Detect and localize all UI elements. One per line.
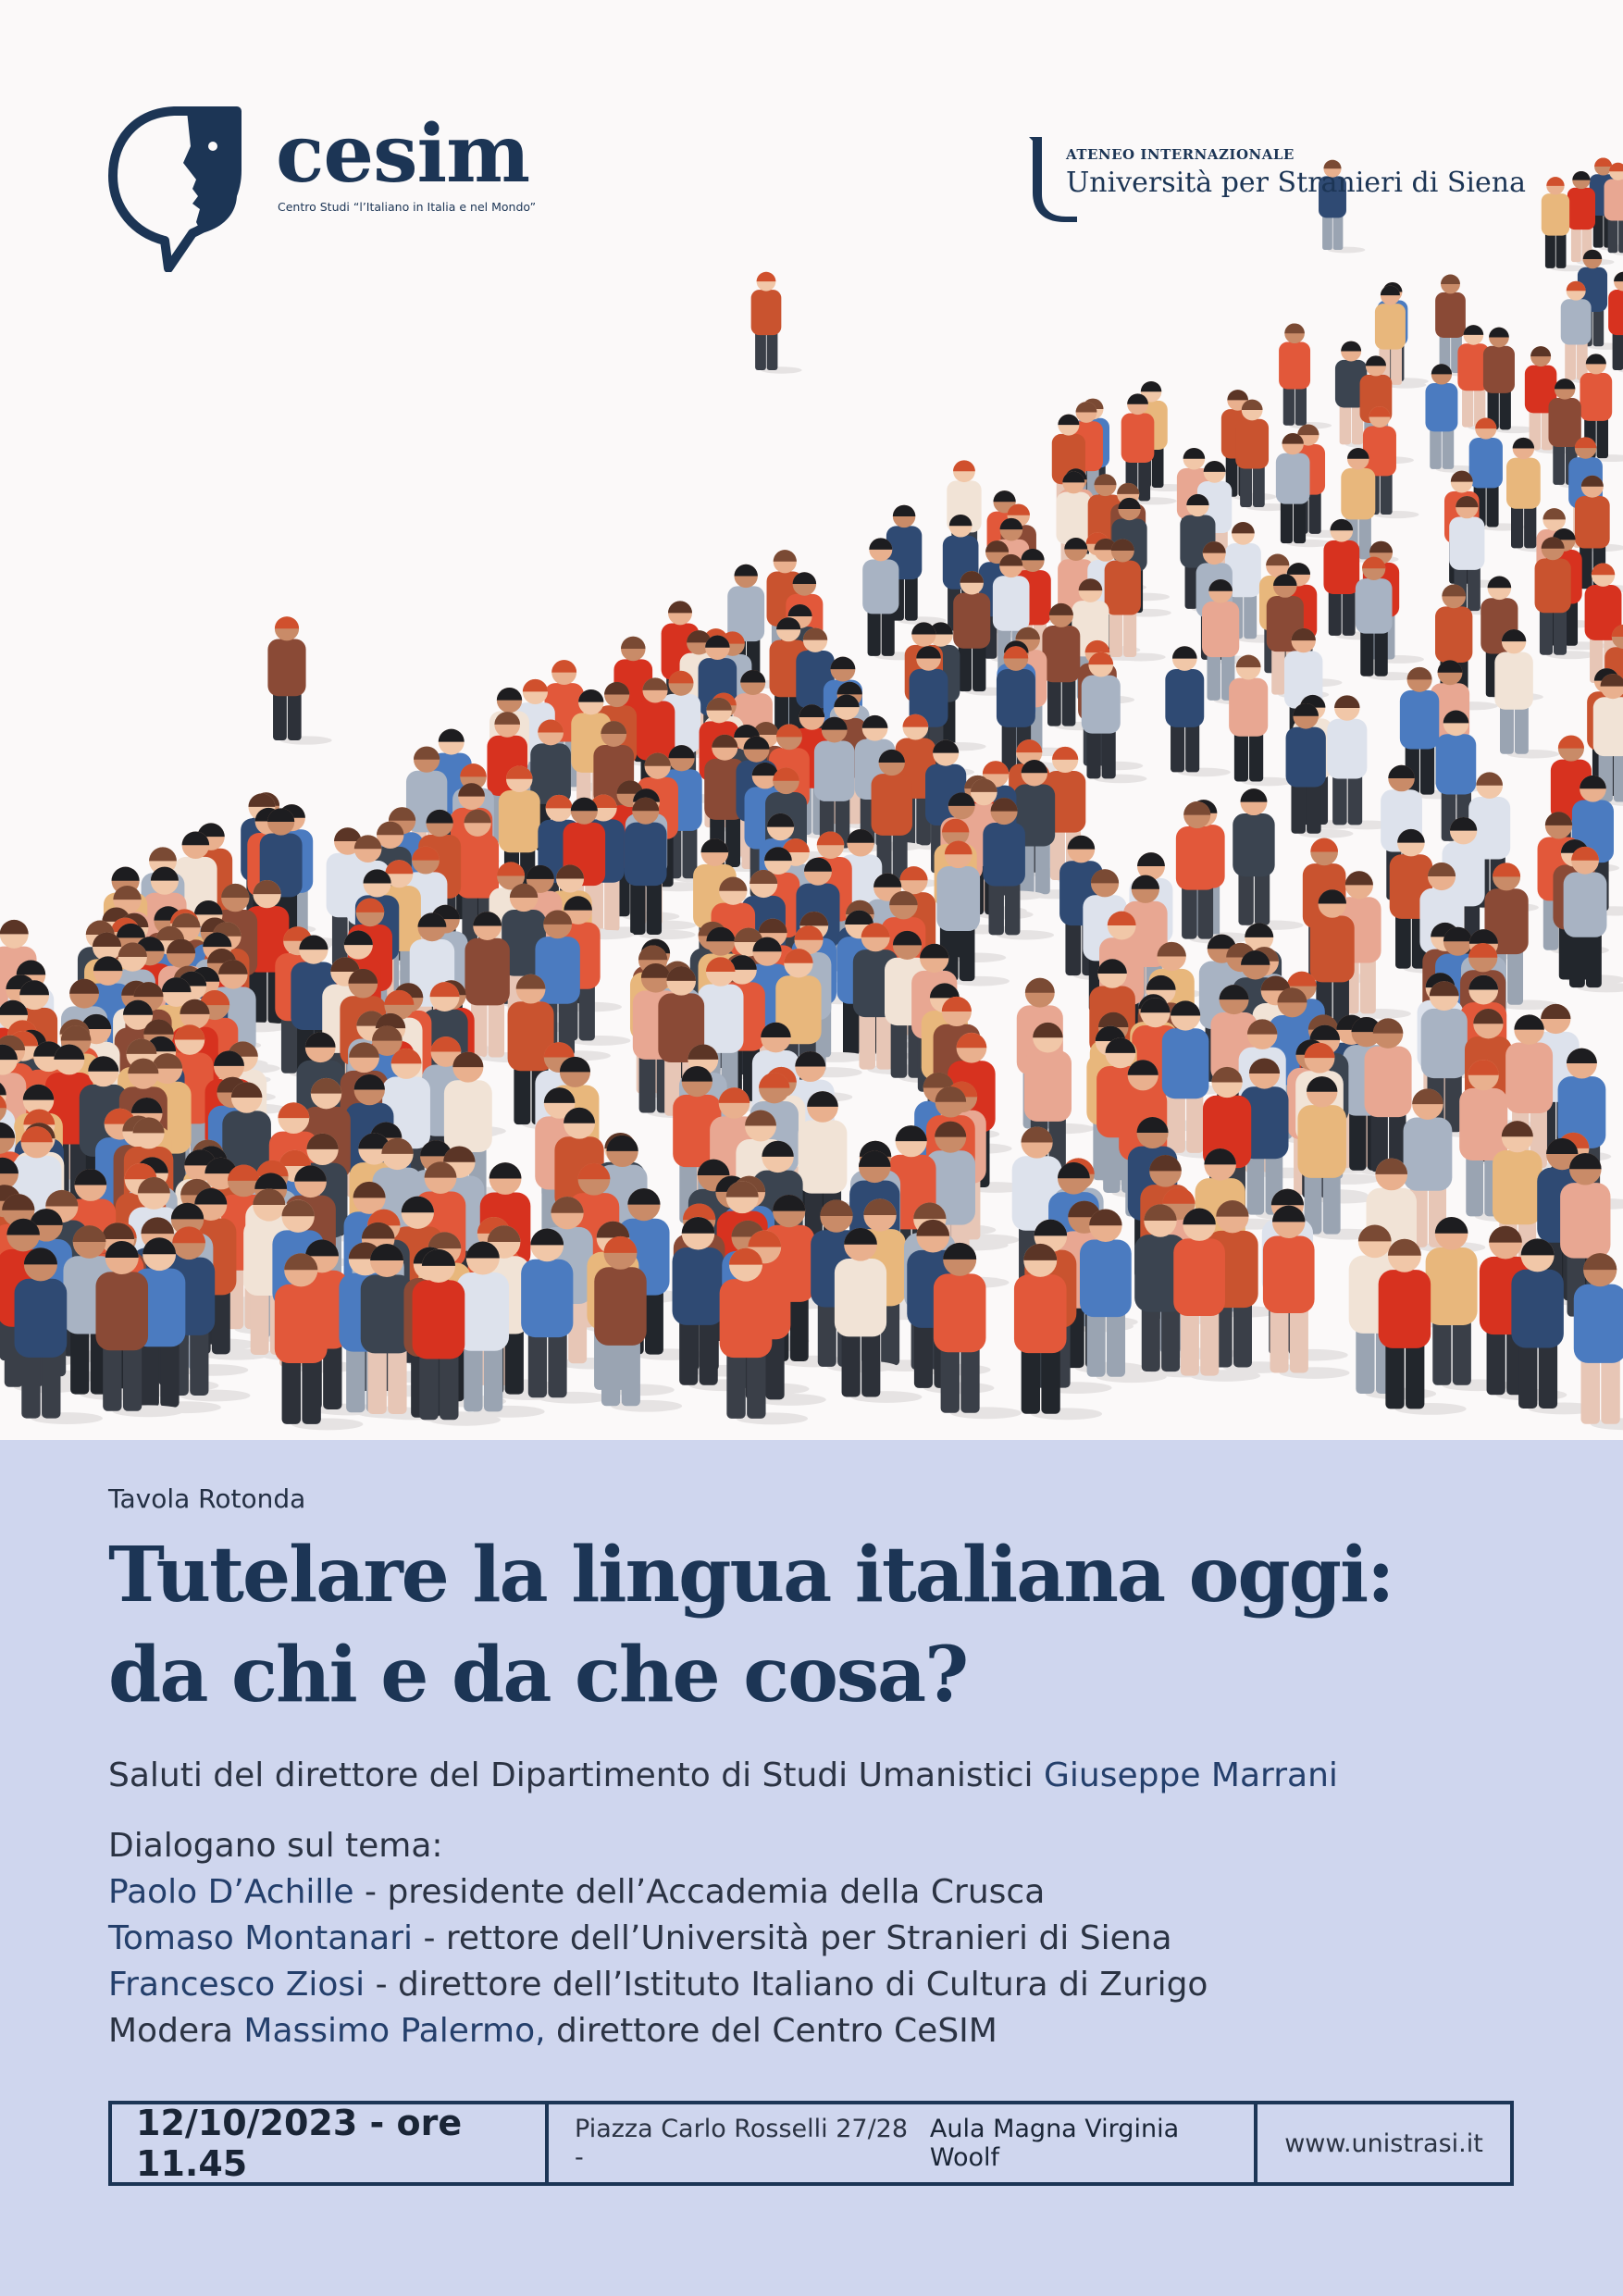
greeting-name: Giuseppe Marrani [1044,1756,1338,1794]
title-line-1: Tutelare la lingua italiana oggi: [108,1531,1394,1620]
event-venue: Aula Magna Virginia Woolf [929,2115,1180,2172]
speaker-line [108,1919,1172,1957]
moderator-role: direttore del Centro CeSIM [545,2012,997,2050]
event-datetime: 12/10/2023 - ore 11.45 [112,2104,549,2182]
moderator-prefix: Modera [108,2012,244,2050]
event-location [549,2104,1258,2182]
speaker-line [108,1966,1208,2004]
title-line-2: da chi e da che cosa? [108,1631,968,1719]
event-kicker: Tavola Rotonda [108,1483,306,1514]
greeting-line [108,1756,1338,1794]
moderator-line [108,2012,997,2050]
greeting-text: Saluti del direttore del Dipartimento di Studi Umanistici [108,1756,1034,1794]
speech-bubble-profile-icon [107,105,242,272]
speaker-name: Paolo D’Achille [108,1873,354,1911]
university-tagline: ATENEO INTERNAZIONALE [1066,146,1295,163]
event-title [108,1525,1393,1725]
cesim-wordmark: cesim [276,107,530,201]
speaker-role: - presidente dell’Accademia della Crusca [353,1873,1046,1911]
dialogue-intro: Dialogano sul tema: [108,1827,443,1865]
cesim-subtitle: Centro Studi “l’Italiano in Italia e nel Mondo” [278,200,537,214]
university-name: Università per Stranieri di Siena [1066,167,1526,199]
speaker-name: Tomaso Montanari [108,1919,414,1957]
moderator-name: Massimo Palermo, [243,2012,546,2050]
university-logo [1023,135,1542,228]
event-details-bar [108,2101,1514,2186]
speaker-role: - direttore dell’Istituto Italiano di Cultura di Zurigo [365,1966,1208,2004]
speaker-role: - rettore dell’Università per Stranieri di Siena [413,1919,1172,1957]
website-link[interactable]: www.unistrasi.it [1284,2128,1483,2158]
cesim-logo [107,105,551,272]
speaker-line [108,1873,1045,1911]
event-address: Piazza Carlo Rosselli 27/28 - [575,2115,909,2172]
speaker-name: Francesco Ziosi [108,1966,365,2004]
